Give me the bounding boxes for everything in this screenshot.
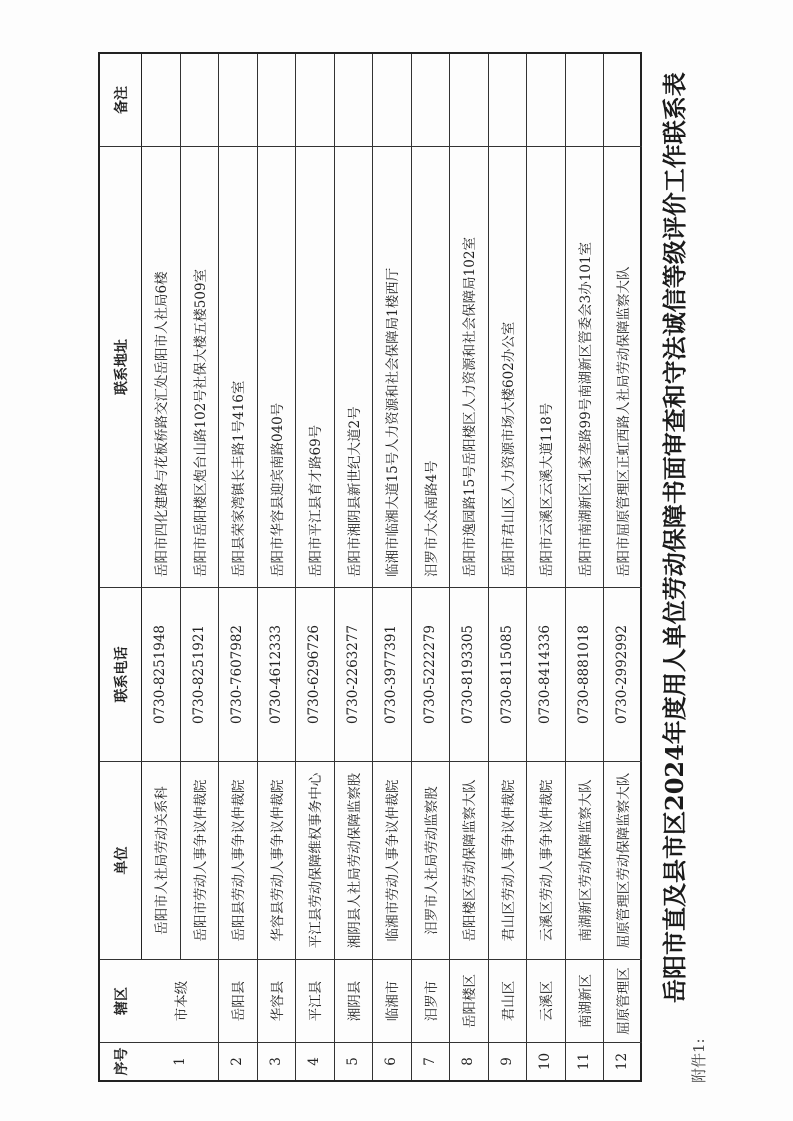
cell-address: 岳阳市平江县育才路69号	[295, 146, 334, 587]
cell-note	[603, 54, 642, 146]
cell-district: 君山区	[488, 959, 527, 1042]
cell-phone: 0730-4612333	[257, 587, 296, 761]
cell-seq: 9	[488, 1042, 527, 1080]
cell-address: 岳阳市屈原管理区正虹西路人社局劳动保障监察大队	[603, 146, 642, 587]
cell-note	[141, 54, 180, 146]
cell-district: 市本级	[141, 959, 218, 1042]
cell-unit: 屈原管理区劳动保障监察大队	[603, 761, 642, 959]
cell-unit: 岳阳楼区劳动保障监察大队	[449, 761, 488, 959]
cell-district: 汨罗市	[411, 959, 450, 1042]
cell-unit: 平江县劳动保障维权事务中心	[295, 761, 334, 959]
cell-phone: 0730-7607982	[218, 587, 257, 761]
cell-address: 岳阳市君山区人力资源市场大楼602办公室	[488, 146, 527, 587]
cell-district: 临湘市	[372, 959, 411, 1042]
row-divider	[257, 54, 258, 1080]
cell-phone: 0730-8193305	[449, 587, 488, 761]
cell-phone: 0730-8881018	[565, 587, 604, 761]
header-district: 辖区	[100, 959, 141, 1042]
table-row	[257, 54, 296, 1080]
cell-phone: 0730-8251948	[141, 587, 180, 761]
cell-note	[411, 54, 450, 146]
row-divider	[372, 54, 373, 1080]
row-divider	[218, 54, 219, 1080]
cell-unit: 岳阳市劳动人事争议仲裁院	[180, 761, 219, 959]
cell-address: 岳阳市逸园路15号岳阳楼区人力资源和社会保障局102室	[449, 146, 488, 587]
table-row	[488, 54, 527, 1080]
cell-note	[218, 54, 257, 146]
table-row	[526, 54, 565, 1080]
cell-seq: 4	[295, 1042, 334, 1080]
cell-address: 岳阳市云溪区云溪大道118号	[526, 146, 565, 587]
table-row	[141, 54, 190, 1080]
cell-phone: 0730-8251921	[180, 587, 219, 761]
cell-district: 平江县	[295, 959, 334, 1042]
row-divider	[449, 54, 450, 1080]
document-title: 岳阳市直及县市区2024年度用人单位劳动保障书面审查和守法诚信等级评价工作联系表	[660, 72, 689, 1003]
row-divider	[565, 54, 566, 1080]
cell-seq: 10	[526, 1042, 565, 1080]
table-row	[218, 54, 257, 1080]
cell-seq: 1	[141, 1042, 218, 1080]
cell-address: 岳阳市华容县迎宾南路040号	[257, 146, 296, 587]
cell-note	[488, 54, 527, 146]
header-unit: 单位	[100, 761, 141, 959]
table-row	[449, 54, 488, 1080]
row-divider	[334, 54, 335, 1080]
cell-district: 屈原管理区	[603, 959, 642, 1042]
cell-address: 岳阳市湘阴县新世纪大道2号	[334, 146, 373, 587]
cell-unit: 云溪区劳动人事争议仲裁院	[526, 761, 565, 959]
cell-phone: 0730-6296726	[295, 587, 334, 761]
cell-seq: 11	[565, 1042, 604, 1080]
header-seq: 序号	[100, 1042, 141, 1080]
cell-unit: 汨罗市人社局劳动监察股	[411, 761, 450, 959]
row-divider	[295, 54, 296, 1080]
table-row	[411, 54, 450, 1080]
table-row	[334, 54, 373, 1080]
cell-district: 云溪区	[526, 959, 565, 1042]
cell-note	[334, 54, 373, 146]
cell-note	[257, 54, 296, 146]
table-row	[565, 54, 604, 1080]
row-divider	[411, 54, 412, 1080]
cell-address: 岳阳市南湖新区孔家垄路99号南湖新区管委会3办101室	[565, 146, 604, 587]
row-divider	[603, 54, 604, 1080]
cell-district: 岳阳县	[218, 959, 257, 1042]
cell-note	[295, 54, 334, 146]
contact-table	[98, 52, 642, 1082]
header-address: 联系地址	[100, 146, 141, 587]
header-note: 备注	[113, 86, 130, 114]
cell-unit: 临湘市劳动人事争议仲裁院	[372, 761, 411, 959]
cell-district: 南湖新区	[565, 959, 604, 1042]
cell-address: 临湘市临湘大道15号人力资源和社会保障局1楼西厅	[372, 146, 411, 587]
row-divider	[526, 54, 527, 1080]
cell-district: 岳阳楼区	[449, 959, 488, 1042]
cell-phone: 0730-5222279	[411, 587, 450, 761]
cell-unit: 岳阳县劳动人事争议仲裁院	[218, 761, 257, 959]
cell-seq: 12	[603, 1042, 642, 1080]
header-phone: 联系电话	[100, 587, 141, 761]
cell-seq: 2	[218, 1042, 257, 1080]
cell-note	[449, 54, 488, 146]
cell-unit: 湘阴县人社局劳动保障监察股	[334, 761, 373, 959]
cell-address: 岳阳市岳阳楼区炮台山路102号社保大楼五楼509室	[180, 146, 219, 587]
cell-phone: 0730-3977391	[372, 587, 411, 761]
cell-note	[372, 54, 411, 146]
cell-phone: 0730-8414336	[526, 587, 565, 761]
cell-note	[180, 54, 219, 146]
cell-seq: 8	[449, 1042, 488, 1080]
cell-unit: 岳阳市人社局劳动关系科	[141, 761, 180, 959]
table-row	[372, 54, 411, 1080]
cell-district: 湘阴县	[334, 959, 373, 1042]
cell-phone: 0730-2263277	[334, 587, 373, 761]
table-row	[295, 54, 334, 1080]
cell-district: 华容县	[257, 959, 296, 1042]
table-row	[603, 54, 642, 1080]
cell-unit: 华容县劳动人事争议仲裁院	[257, 761, 296, 959]
cell-note	[526, 54, 565, 146]
cell-seq: 6	[372, 1042, 411, 1080]
attachment-label: 附件1:	[690, 1038, 708, 1083]
cell-address: 汨罗市大众南路4号	[411, 146, 450, 587]
cell-seq: 3	[257, 1042, 296, 1080]
cell-seq: 7	[411, 1042, 450, 1080]
cell-note	[565, 54, 604, 146]
cell-seq: 5	[334, 1042, 373, 1080]
cell-phone: 0730-2992992	[603, 587, 642, 761]
cell-unit: 君山区劳动人事争议仲裁院	[488, 761, 527, 959]
cell-phone: 0730-8115085	[488, 587, 527, 761]
cell-address: 岳阳县荣家湾镇长丰路1号416室	[218, 146, 257, 587]
table-row	[180, 54, 219, 1080]
cell-address: 岳阳市四化建路与花板桥路交汇处岳阳市人社局6楼	[141, 146, 180, 587]
row-divider	[180, 54, 181, 959]
cell-unit: 南湖新区劳动保障监察大队	[565, 761, 604, 959]
table-header-row	[100, 54, 141, 1080]
row-divider	[488, 54, 489, 1080]
